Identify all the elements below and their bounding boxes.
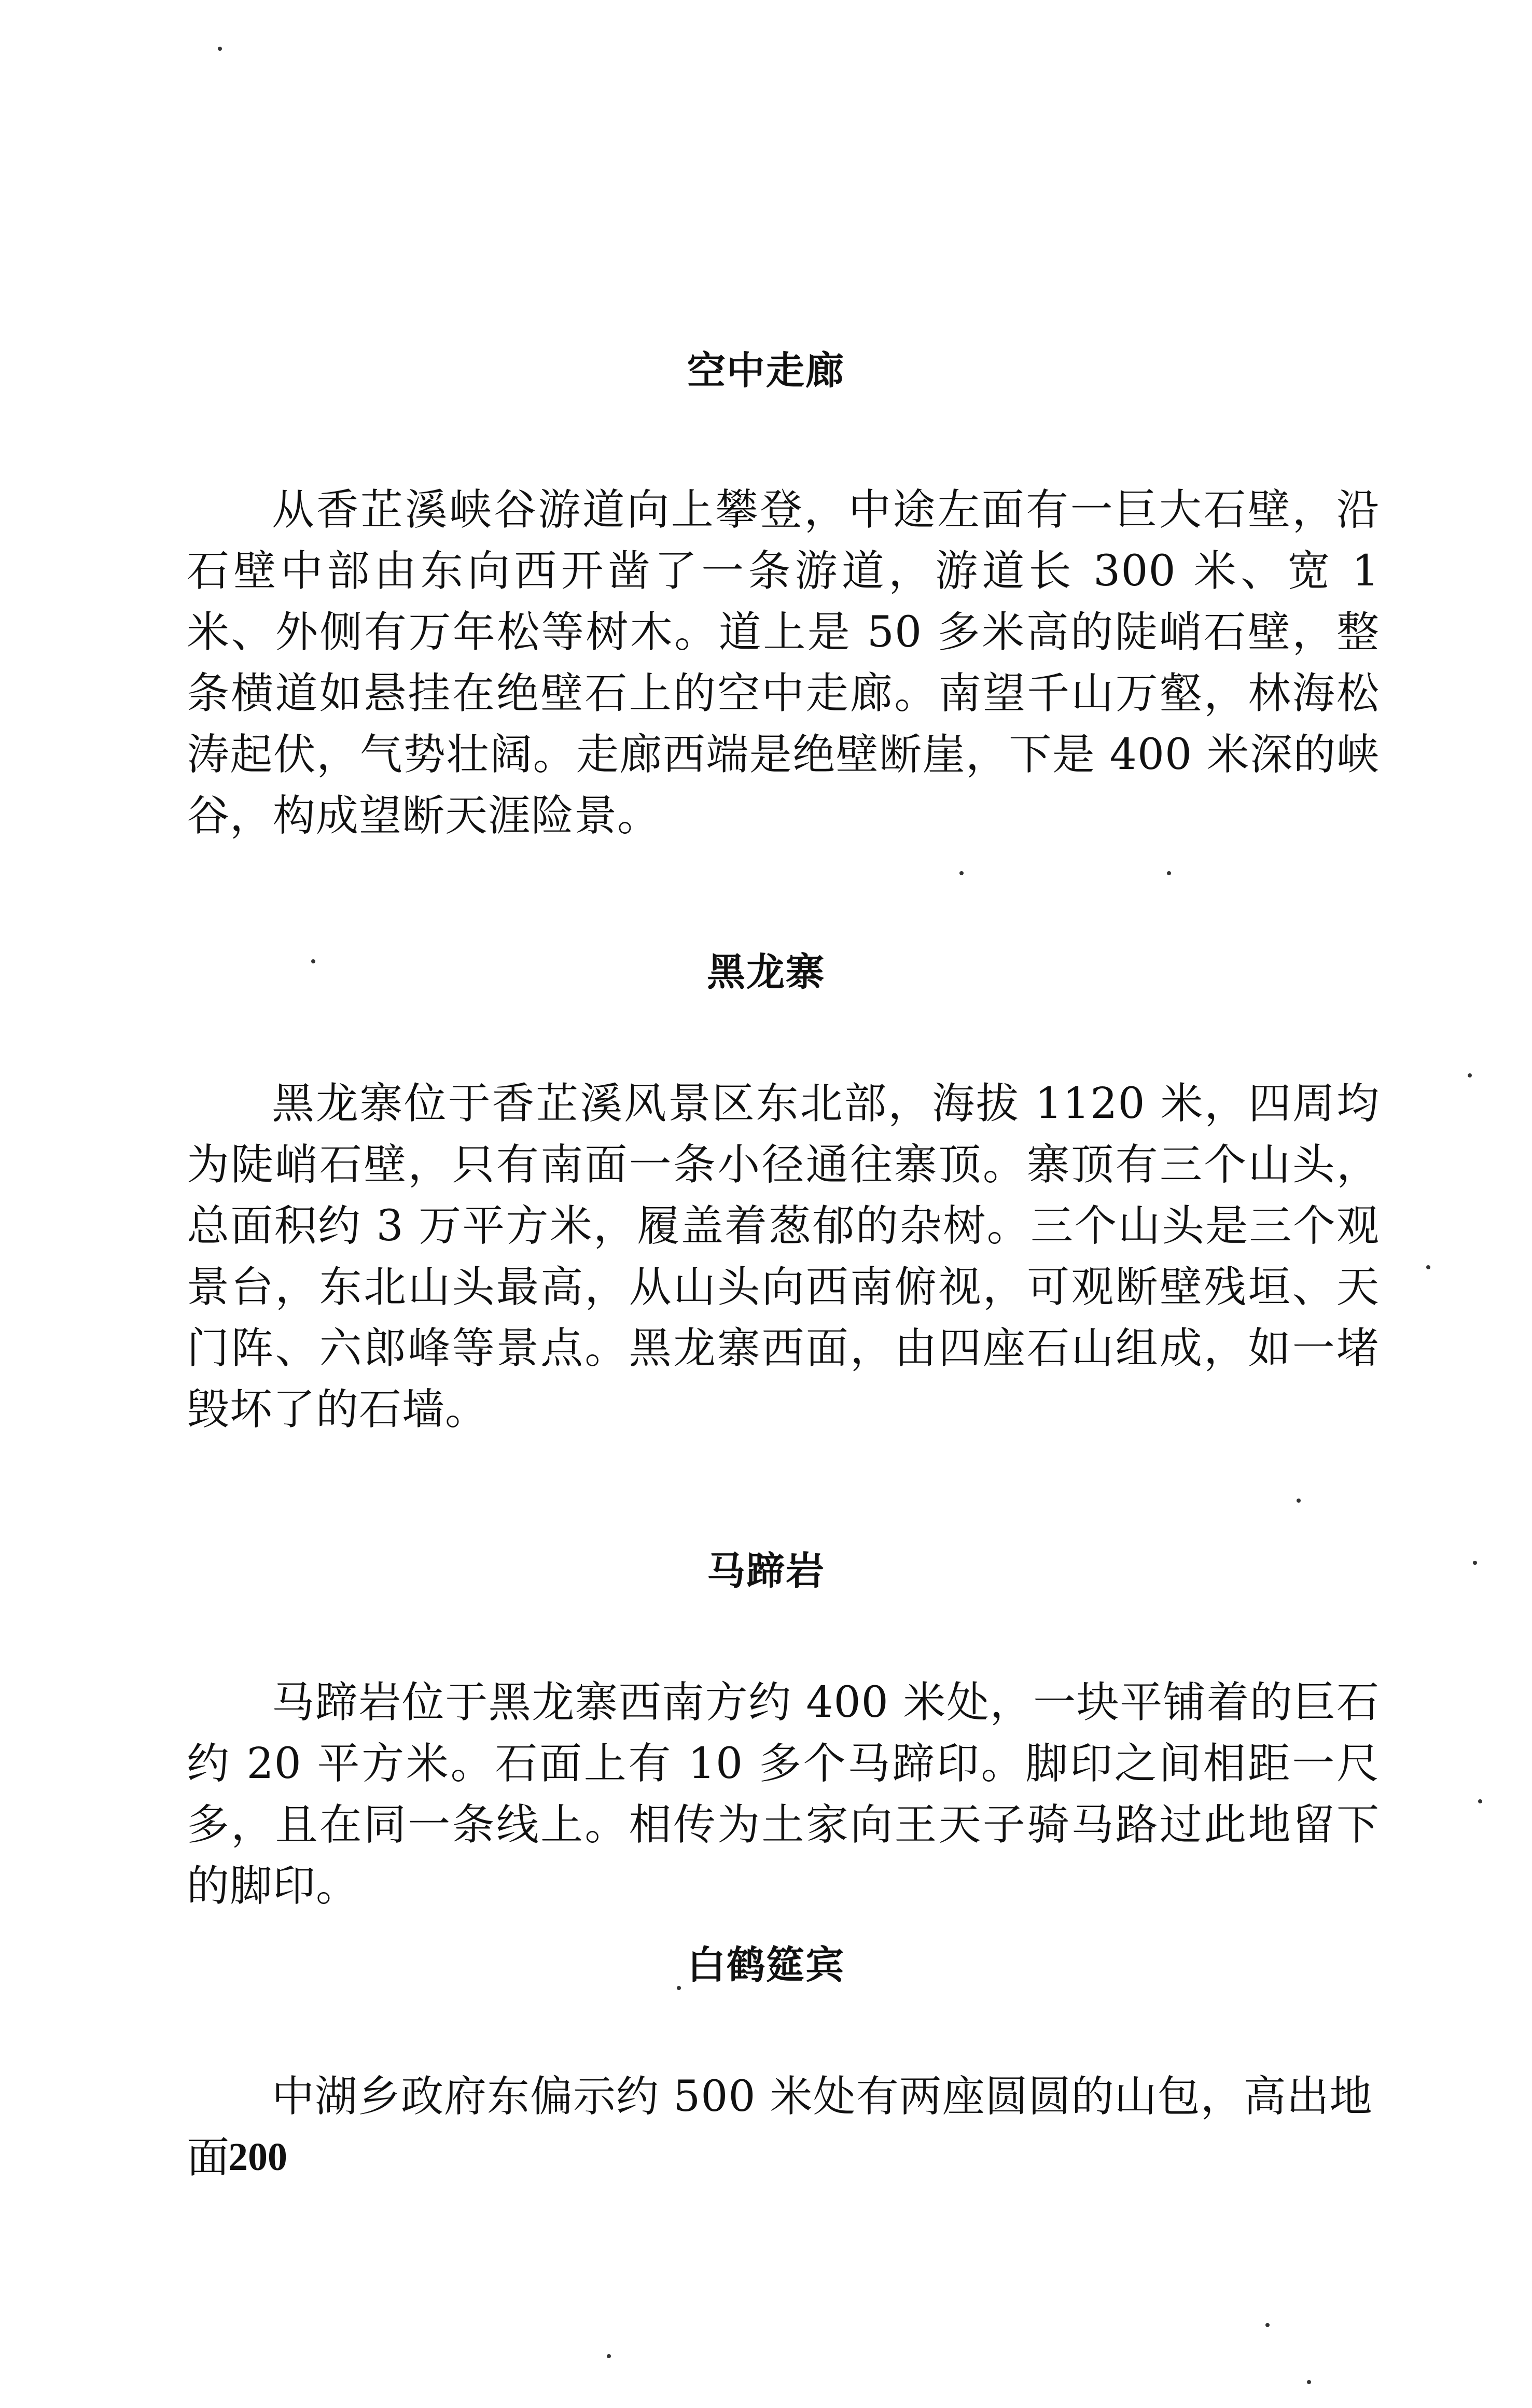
section-body-heilongzhai: 黑龙寨位于香芷溪风景区东北部，海拔 1120 米，四周均为陡峭石壁，只有南面一条小径通往寨顶。寨顶有三个山头，总面积约 3 万平方米，履盖着葱郁的杂树。三个山头是三个观景台，东北山头最高，从山头向西南俯视，可观断壁残垣、天门阵、六郎峰等景点。黑龙寨西面，由四座石山组成，如一堵毁坏了的石墙。 <box>187 1079 1380 1434</box>
page-number: 200 <box>228 2135 287 2179</box>
scan-speck <box>1468 1073 1472 1077</box>
scan-speck <box>959 871 964 875</box>
scan-speck <box>677 1986 681 1990</box>
section-body-kongzhong-zoulang: 从香芷溪峡谷游道向上攀登，中途左面有一巨大石壁，沿石壁中部由东向西开凿了一条游道，游道长 300 米、宽 1 米、外侧有万年松等树木。道上是 50 多米高的陡峭石壁，整条横道如悬挂在绝壁石上的空中走廊。南望千山万壑，林海松涛起伏，气势壮阔。走廊西端是绝壁断崖，下是 400 米深的峡谷，构成望断天涯险景。 <box>187 485 1380 841</box>
scan-speck <box>311 959 315 963</box>
scan-speck <box>218 47 222 51</box>
scan-speck <box>1478 1799 1482 1803</box>
scan-speck <box>1265 2323 1270 2327</box>
section-body-baihe-yanbin: 中湖乡政府东偏示约 500 米处有两座圆圆的山包，高出地面 <box>187 2072 1373 2182</box>
scan-speck <box>1426 1265 1430 1269</box>
scan-speck <box>1167 871 1171 875</box>
scan-speck <box>1307 2380 1311 2384</box>
scan-speck <box>607 2354 611 2358</box>
scan-speck <box>1473 1561 1477 1565</box>
section-heading-matiyan: 马蹄岩 <box>707 1549 825 1593</box>
section-heading-baihe-yanbin: 白鹤筵宾 <box>687 1943 845 1987</box>
section-heading-heilongzhai: 黑龙寨 <box>707 950 825 995</box>
scan-speck <box>1297 1499 1301 1503</box>
section-body-matiyan: 马蹄岩位于黑龙寨西南方约 400 米处，一块平铺着的巨石约 20 平方米。石面上有 10 多个马蹄印。脚印之间相距一尺多，且在同一条线上。相传为土家向王天子骑马路过此地留下的脚印。 <box>187 1678 1380 1911</box>
section-heading-kongzhong-zoulang: 空中走廊 <box>687 348 845 393</box>
